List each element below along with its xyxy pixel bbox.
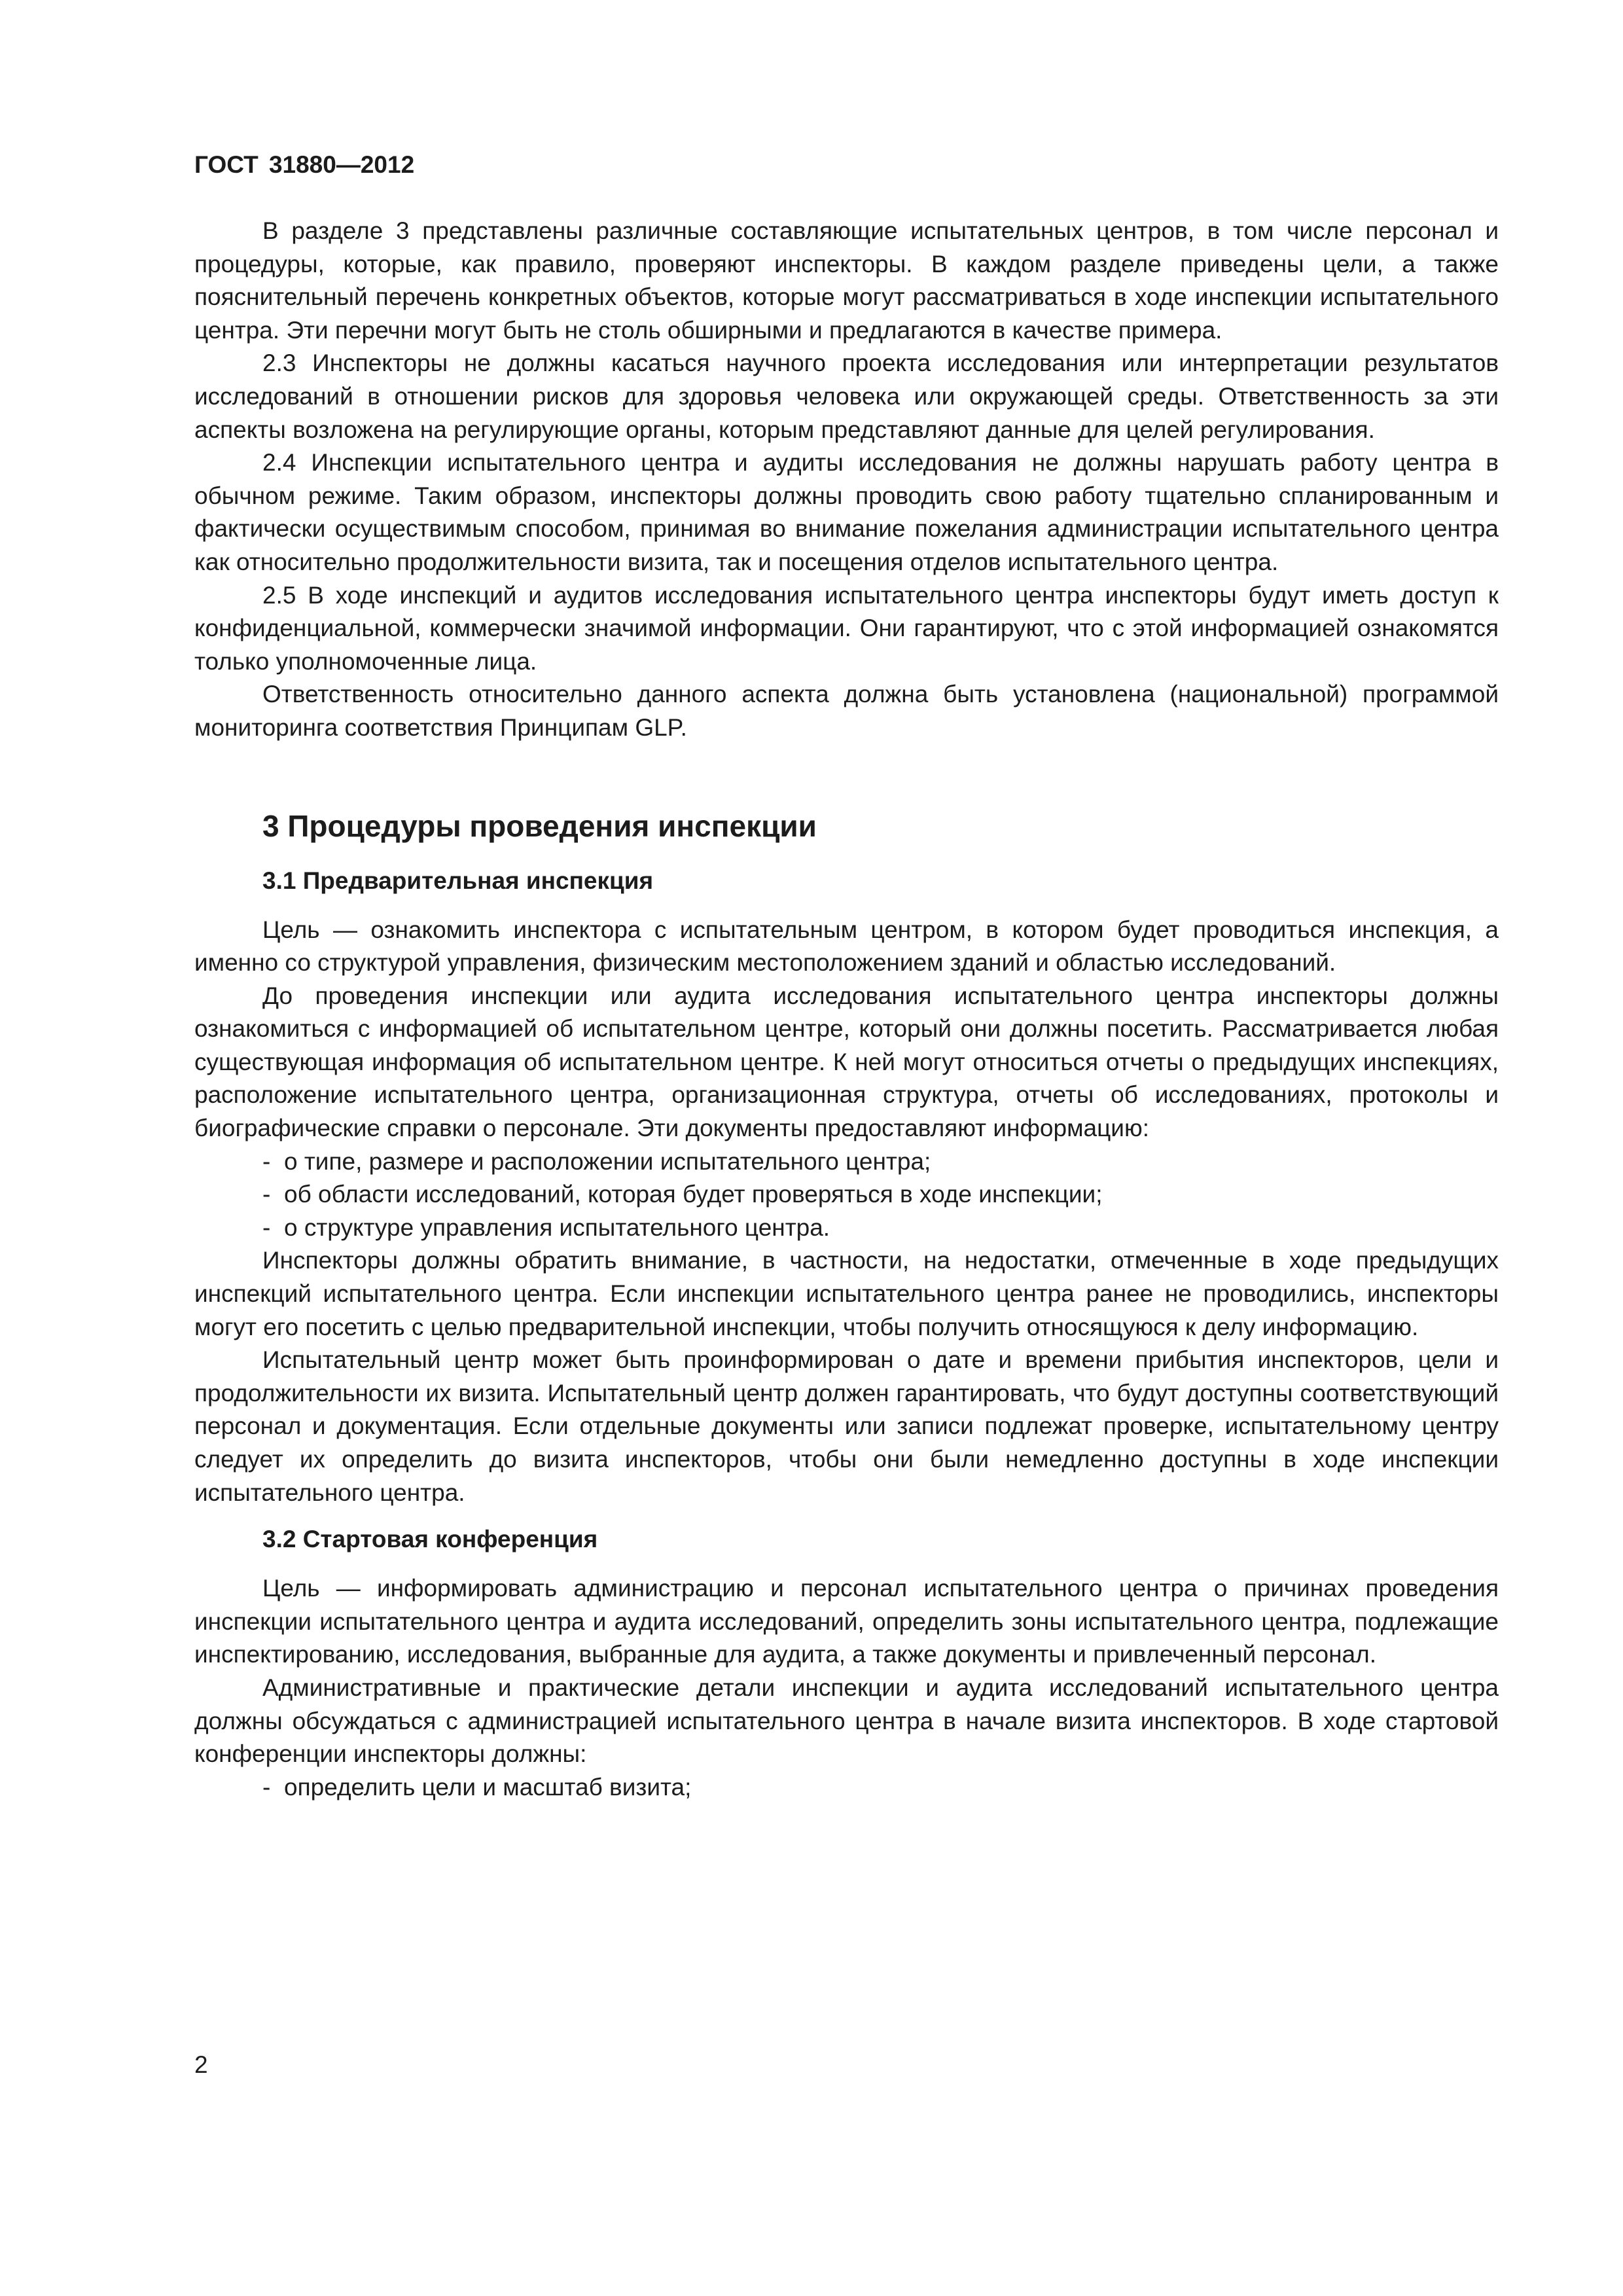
s32-details-paragraph: Административные и практические детали инспекции и аудита исследований испытательного центра должны обсуждаться с администрацией испытательного центра в начале визита инспекторов. В ходе стартовой конференции инспекторы должны: [194, 1674, 1499, 1768]
s31-goal-paragraph: Цель — ознакомить инспектора с испытательным центром, в котором будет проводиться инспекция, а именно со структурой управления, физическим местоположением зданий и областью исследований. [194, 916, 1499, 977]
clause-2-4: 2.4 Инспекции испытательного центра и аудиты исследования не должны нарушать работу центра в обычном режиме. Таким образом, инспекторы должны проводить свою работу тщательно спланированным и фактически осуществимым способом, принимая во внимание пожелания администрации испытательного центра как относительно продолжительности визита, так и посещения отделов испытательного центра. [194, 449, 1499, 575]
section-3-heading: 3 Процедуры проведения инспекции [262, 808, 817, 843]
list-dash: - [262, 1147, 271, 1175]
s31-preparation-paragraph: До проведения инспекции или аудита исследования испытательного центра инспекторы должны ознакомиться с информацией об испытательном центре, который они должны посетить. Рассматривается любая существующая информация об испытательном центре. К ней могут относиться отчеты о предыдущих инспекциях, расположение испытательного центра, организационная структура, отчеты об исследованиях, протоколы и биографические справки о персонале. Эти документы предоставляют информацию: [194, 982, 1499, 1142]
intro-paragraph: В разделе 3 представлены различные составляющие испытательных центров, в том числе персонал и процедуры, которые, как правило, проверяют инспекторы. В каждом разделе приведены цели, а также пояснительный перечень конкретных объектов, которые могут рассматриваться в ходе инспекции испытательного центра. Эти перечни могут быть не столь обширными и предлагаются в качестве примера. [194, 217, 1499, 344]
list-dash: - [262, 1181, 271, 1208]
list-item: - о типе, размере и расположении испытательного центра; [194, 1145, 1499, 1179]
subsection-3-2-heading: 3.2 Стартовая конференция [262, 1526, 598, 1553]
list-item: - об области исследований, которая будет проверяться в ходе инспекции; [194, 1178, 1499, 1211]
clause-2-5: 2.5 В ходе инспекций и аудитов исследования испытательного центра инспекторы будут иметь доступ к конфиденциальной, коммерчески значимой информации. Они гарантируют, что с этой информацией ознакомятся только уполномоченные лица. [194, 581, 1499, 675]
list-dash: - [262, 1773, 271, 1801]
clause-2-3: 2.3 Инспекторы не должны касаться научного проекта исследования или интерпретации результатов исследований в отношении рисков для здоровья человека или окружающей среды. Ответственность за эти аспекты возложена на регулирующие органы, которым представляют данные для целей регулирования. [194, 350, 1499, 443]
page-number: 2 [194, 2051, 208, 2078]
list-item: - о структуре управления испытательного центра. [194, 1211, 1499, 1245]
s31-attention-paragraph: Инспекторы должны обратить внимание, в частности, на недостатки, отмеченные в ходе предыдущих инспекций испытательного центра. Если инспекции испытательного центра ранее не проводились, инспекторы могут его посетить с целью предварительной инспекции, чтобы получить относящуюся к делу информацию. [194, 1247, 1499, 1340]
responsibility-paragraph: Ответственность относительно данного аспекта должна быть установлена (национальной) программой мониторинга соответствия Принципам GLP. [194, 681, 1499, 741]
s32-goal-paragraph: Цель — информировать администрацию и персонал испытательного центра о причинах проведения инспекции испытательного центра и аудита исследований, определить зоны испытательного центра, подлежащие инспектированию, исследования, выбранные для аудита, а также документы и привлеченный персонал. [194, 1575, 1499, 1668]
document-body [194, 215, 1499, 1804]
document-header: ГОСТ 31880—2012 [194, 151, 415, 178]
subsection-3-1-heading: 3.1 Предварительная инспекция [262, 867, 654, 894]
list-dash: - [262, 1213, 271, 1241]
s31-notification-paragraph: Испытательный центр может быть проинформирован о дате и времени прибытия инспекторов, цели и продолжительности их визита. Испытательный центр должен гарантировать, что будут доступны соответствующий персонал и документация. Если отдельные документы или записи подлежат проверке, испытательному центру следует их определить до визита инспекторов, чтобы они были немедленно доступны в ходе инспекции испытательного центра. [194, 1346, 1499, 1506]
list-item: - определить цели и масштаб визита; [194, 1771, 1499, 1804]
